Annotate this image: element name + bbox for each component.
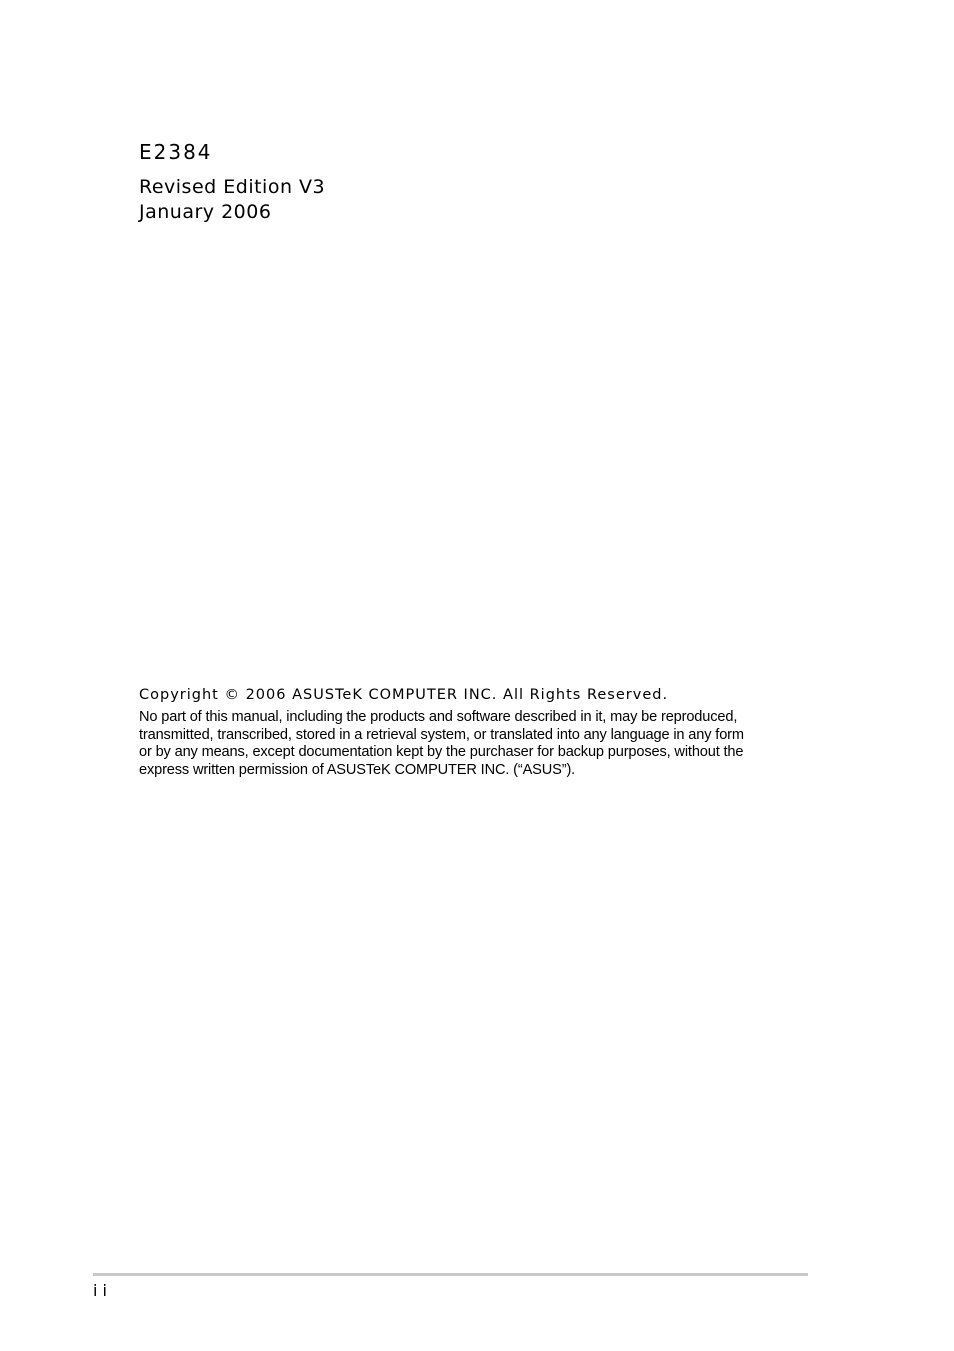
footer-divider bbox=[93, 1273, 808, 1276]
document-code: E2384 bbox=[139, 140, 213, 164]
copyright-line: express written permission of ASUSTeK COMPUTER INC. (“ASUS”). bbox=[139, 761, 576, 778]
copyright-notice bbox=[139, 709, 811, 779]
edition-block bbox=[139, 175, 325, 225]
page-number: ii bbox=[93, 1281, 112, 1300]
edition-date: January 2006 bbox=[139, 201, 272, 223]
copyright-line: or by any means, except documentation kept by the purchaser for backup purposes, without the bbox=[139, 744, 744, 761]
copyright-heading: Copyright © 2006 ASUSTeK COMPUTER INC. All Rights Reserved. bbox=[139, 687, 669, 703]
copyright-line: transmitted, transcribed, stored in a retrieval system, or translated into any language in any form bbox=[139, 726, 744, 743]
edition-label: Revised Edition V3 bbox=[139, 176, 326, 198]
copyright-line: No part of this manual, including the products and software described in it, may be reproduced, bbox=[139, 709, 738, 725]
